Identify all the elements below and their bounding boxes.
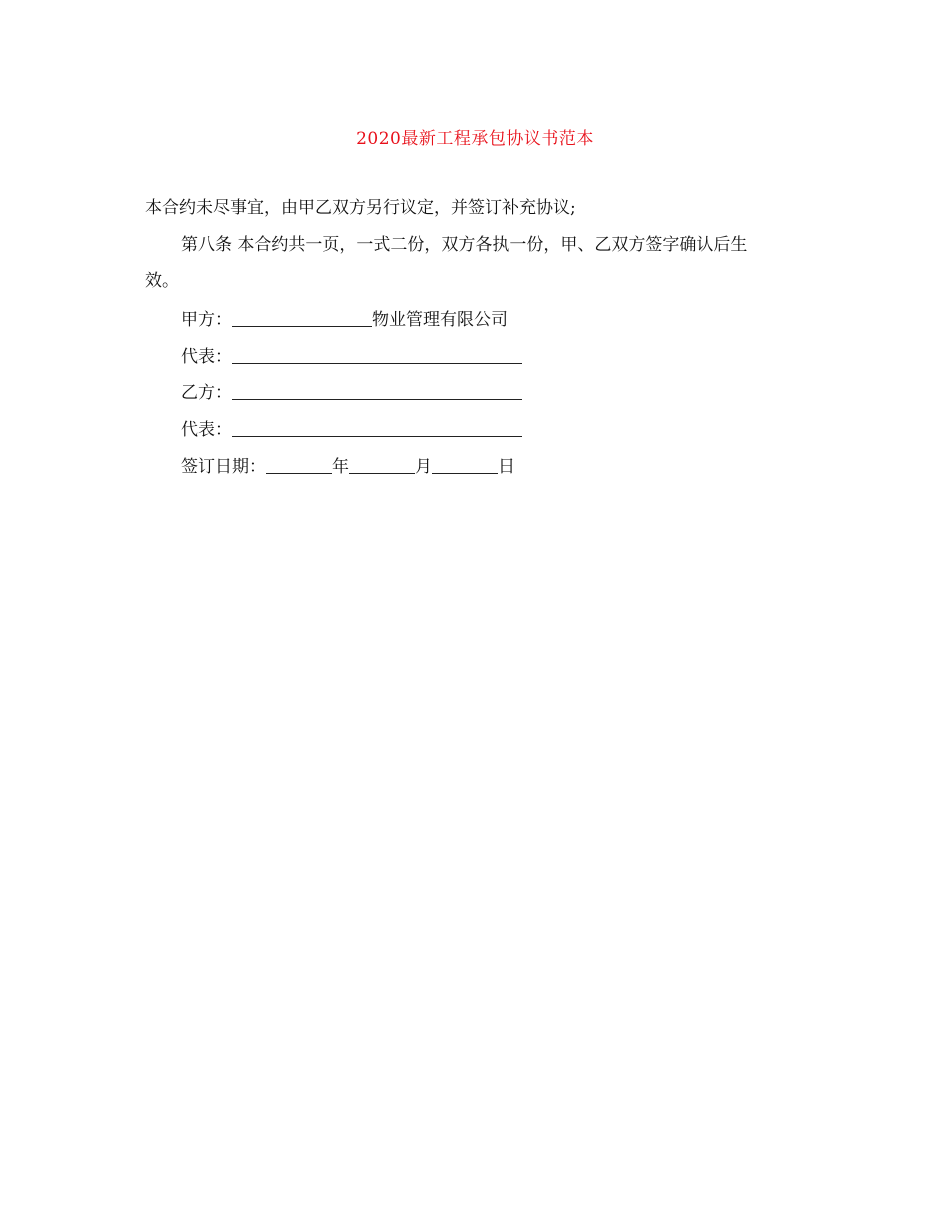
representative-1-blank — [232, 345, 522, 364]
party-a-suffix: 物业管理有限公司 — [372, 310, 508, 330]
party-b-blank — [232, 381, 522, 400]
representative-2-blank — [232, 418, 522, 437]
representative-1-line — [181, 343, 522, 369]
signing-date-line — [181, 453, 515, 479]
representative-1-label: 代表： — [181, 347, 232, 367]
party-a-signature-line — [181, 306, 508, 332]
month-blank — [349, 455, 415, 474]
article-8-text-line1: 第八条 本合约共一页，一式二份，双方各执一份，甲、乙双方签字确认后生 — [181, 235, 748, 255]
month-label: 月 — [415, 457, 432, 477]
representative-2-line — [181, 416, 522, 442]
year-label: 年 — [332, 457, 349, 477]
article-8-text-line2: 效。 — [145, 271, 179, 291]
party-b-signature-line — [181, 379, 522, 405]
year-blank — [266, 455, 332, 474]
party-a-name-blank — [232, 308, 372, 327]
signing-date-label: 签订日期： — [181, 457, 266, 477]
clause-remainder-text: 本合约未尽事宜，由甲乙双方另行议定，并签订补充协议; — [145, 198, 576, 218]
day-blank — [432, 455, 498, 474]
day-label: 日 — [498, 457, 515, 477]
party-b-label: 乙方： — [181, 383, 232, 403]
document-title: 2020最新工程承包协议书范本 — [356, 129, 594, 149]
party-a-label: 甲方： — [181, 310, 232, 330]
representative-2-label: 代表： — [181, 420, 232, 440]
